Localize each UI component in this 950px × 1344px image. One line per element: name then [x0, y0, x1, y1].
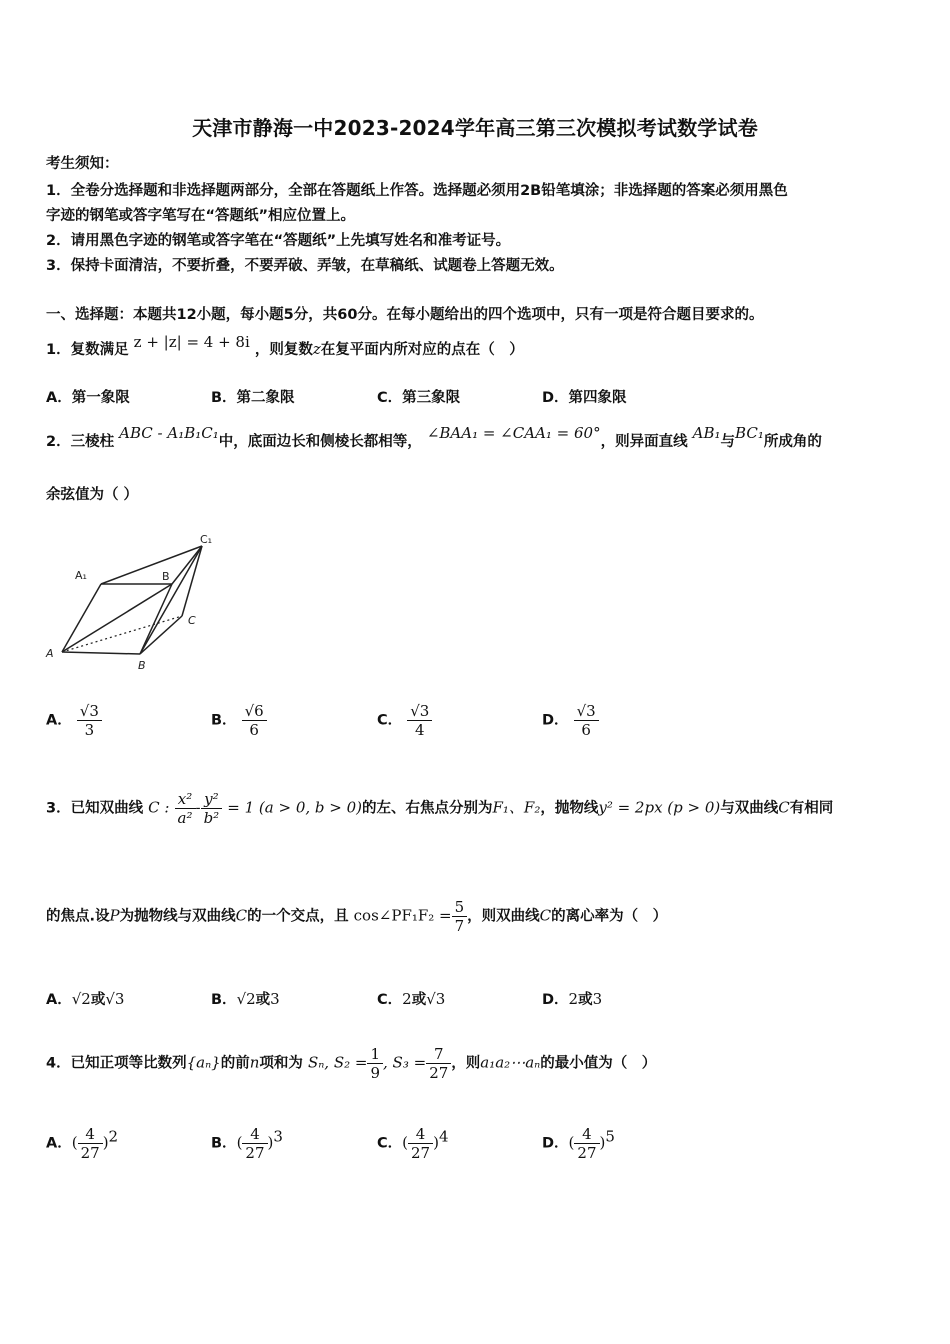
q4-option-d[interactable]: D．( $\frac{4}{27}$ )$^5$	[542, 1125, 615, 1162]
q4-s2-frac: $\frac{1}{9}$	[367, 1045, 383, 1082]
q3-l2-b: 为抛物线与双曲线	[119, 908, 236, 925]
q2-and: 与	[720, 434, 736, 450]
q3-c-label: C :	[148, 798, 170, 817]
q1-option-a[interactable]: A．第一象限	[46, 390, 130, 406]
label-b: B	[138, 659, 146, 672]
q2-option-d-letter: D．	[542, 712, 569, 729]
q2-option-b-frac: $\frac{√6}{6}$	[242, 702, 267, 739]
edge-aa1	[62, 584, 101, 652]
q2-option-d[interactable]	[542, 702, 599, 739]
q4-mid2: 项和为	[259, 1055, 303, 1072]
q1-option-d[interactable]: D．第四象限	[542, 390, 627, 406]
q3-option-a[interactable]: A．√2或√3	[46, 990, 125, 1008]
q4-prod: a₁a₂⋯aₙ	[480, 1053, 541, 1072]
label-a1: A₁	[75, 569, 87, 582]
q3-option-d[interactable]: D．2或3	[542, 990, 603, 1008]
section-heading: 一、选择题：本题共12小题，每小题5分，共60分。在每小题给出的四个选项中，只有一项是符合题目要求的。	[46, 307, 764, 323]
q3-l2-e: 的离心率为（ ）	[551, 908, 668, 925]
q1-option-c[interactable]: C．第三象限	[377, 390, 461, 406]
notice-item-2: 2．请用黑色字迹的钢笔或答字笔在“答题纸”上先填写姓名和准考证号。	[46, 233, 511, 249]
prism-diagram	[42, 530, 232, 675]
q4-options	[46, 1125, 906, 1175]
q3-end2: 有相同	[789, 800, 834, 817]
q4-mid: 的前	[220, 1055, 250, 1072]
edge-bc	[140, 616, 182, 654]
q1-option-b[interactable]: B．第二象限	[211, 390, 295, 406]
q3-foci: F₁、F₂	[492, 798, 541, 817]
notice-item-1-cont: 字迹的钢笔或答字笔写在“答题纸”相应位置上。	[46, 208, 356, 224]
q1-post-a: ，则复数	[254, 342, 313, 358]
q4-seq: {aₙ}	[186, 1053, 221, 1072]
q2-option-a[interactable]	[46, 702, 102, 739]
q3-mid: 的左、右焦点分别为	[362, 800, 493, 817]
question-3	[46, 790, 833, 827]
page-title: 天津市静海一中2023-2024学年高三第三次模拟考试数学试卷	[192, 116, 758, 140]
q4-n: n	[249, 1053, 260, 1072]
edge-ab	[62, 652, 140, 654]
q2-pre: 2．三棱柱	[46, 434, 115, 450]
q2-option-a-frac: $\frac{√3}{3}$	[77, 702, 102, 739]
q3-l2-a: 的焦点.设	[46, 908, 110, 925]
label-a: A	[46, 647, 54, 660]
q3-cos-frac: $\frac{5}{7}$	[452, 898, 468, 935]
q2-option-b-letter: B．	[211, 712, 237, 729]
q2-end: 所成角的	[763, 434, 822, 450]
q2-options	[46, 702, 906, 762]
q3-frac-y: $\frac{\text{y²}}{\text{b²}}$	[201, 790, 223, 827]
q4-option-c[interactable]: C．( $\frac{4}{27}$ )$^4$	[377, 1125, 449, 1162]
q4-s3: , S₃ =	[383, 1053, 427, 1072]
q3-option-c[interactable]: C．2或√3	[377, 990, 446, 1008]
q2-angles: ∠BAA₁ = ∠CAA₁ = 60°	[426, 424, 601, 442]
label-b1: B	[162, 570, 170, 583]
q2-mid2: ，则异面直线	[600, 434, 688, 450]
question-2	[46, 424, 822, 451]
q3-pre: 3．已知双曲线	[46, 800, 144, 817]
q2-line2: BC₁	[735, 424, 764, 442]
q1-post-b: 在复平面内所对应的点在（ ）	[320, 342, 524, 358]
label-c: C	[188, 614, 196, 627]
q2-line1: AB₁	[692, 424, 721, 442]
q3-l2-c: 的一个交点，且	[247, 908, 349, 925]
q2-option-c-letter: C．	[377, 712, 403, 729]
notice-item-3: 3．保持卡面清洁，不要折叠，不要弄破、弄皱，在草稿纸、试题卷上答题无效。	[46, 258, 564, 274]
q2-prism: ABC - A₁B₁C₁	[119, 424, 219, 442]
q4-mid3: ，则	[451, 1055, 481, 1072]
q3-mid2: ，抛物线	[540, 800, 599, 817]
q3-end: 与双曲线	[720, 800, 779, 817]
q4-option-a[interactable]: A．( $\frac{4}{27}$ )$^2$	[46, 1125, 119, 1162]
q3-p: P	[109, 906, 120, 925]
notice-heading: 考生须知：	[46, 156, 119, 172]
q3-option-b[interactable]: B．√2或3	[211, 990, 280, 1008]
q3-c-2: C	[235, 906, 248, 925]
q3-parabola: y² = 2px (p > 0)	[598, 798, 721, 817]
q4-option-b[interactable]: B．( $\frac{4}{27}$ )$^3$	[211, 1125, 283, 1162]
q3-eq: = 1 (a > 0, b > 0)	[227, 798, 362, 817]
q3-c-3: C	[539, 906, 552, 925]
q2-option-d-frac: $\frac{√3}{6}$	[574, 702, 599, 739]
q1-pre: 1．复数满足	[46, 342, 129, 358]
q4-s3-frac: $\frac{7}{27}$	[426, 1045, 451, 1082]
edge-ab1	[62, 584, 172, 652]
q3-minus: -	[195, 798, 201, 817]
q2-option-c[interactable]	[377, 702, 432, 739]
q1-var: z	[312, 340, 321, 358]
q3-frac-x: $\frac{\text{x²}}{\text{a²}}$	[175, 790, 196, 827]
q3-l2-d: ，则双曲线	[467, 908, 540, 925]
q4-sn: Sₙ, S₂ =	[307, 1053, 368, 1072]
q2-option-a-letter: A．	[46, 712, 72, 729]
q2-option-b[interactable]	[211, 702, 267, 739]
q4-pre: 4．已知正项等比数列	[46, 1055, 187, 1072]
question-4	[46, 1045, 656, 1082]
q3-line-2	[46, 898, 667, 935]
q3-c: C	[778, 798, 790, 817]
q2-line-2: 余弦值为（ ）	[46, 487, 139, 503]
q2-option-c-frac: $\frac{√3}{4}$	[407, 702, 432, 739]
question-1	[46, 333, 524, 359]
edge-cc1	[182, 546, 202, 616]
q2-mid: 中，底面边长和侧棱长都相等，	[218, 434, 422, 450]
edge-bc1	[140, 546, 202, 654]
q1-formula: z + |z| = 4 + 8i	[133, 333, 250, 351]
q3-cos: cos∠PF₁F₂ =	[353, 906, 452, 925]
notice-item-1: 1．全卷分选择题和非选择题两部分，全部在答题纸上作答。选择题必须用2B铅笔填涂；非选择题的答案必须用黑色	[46, 183, 788, 199]
label-c1: C₁	[200, 533, 213, 546]
q4-end: 的最小值为（ ）	[540, 1055, 657, 1072]
